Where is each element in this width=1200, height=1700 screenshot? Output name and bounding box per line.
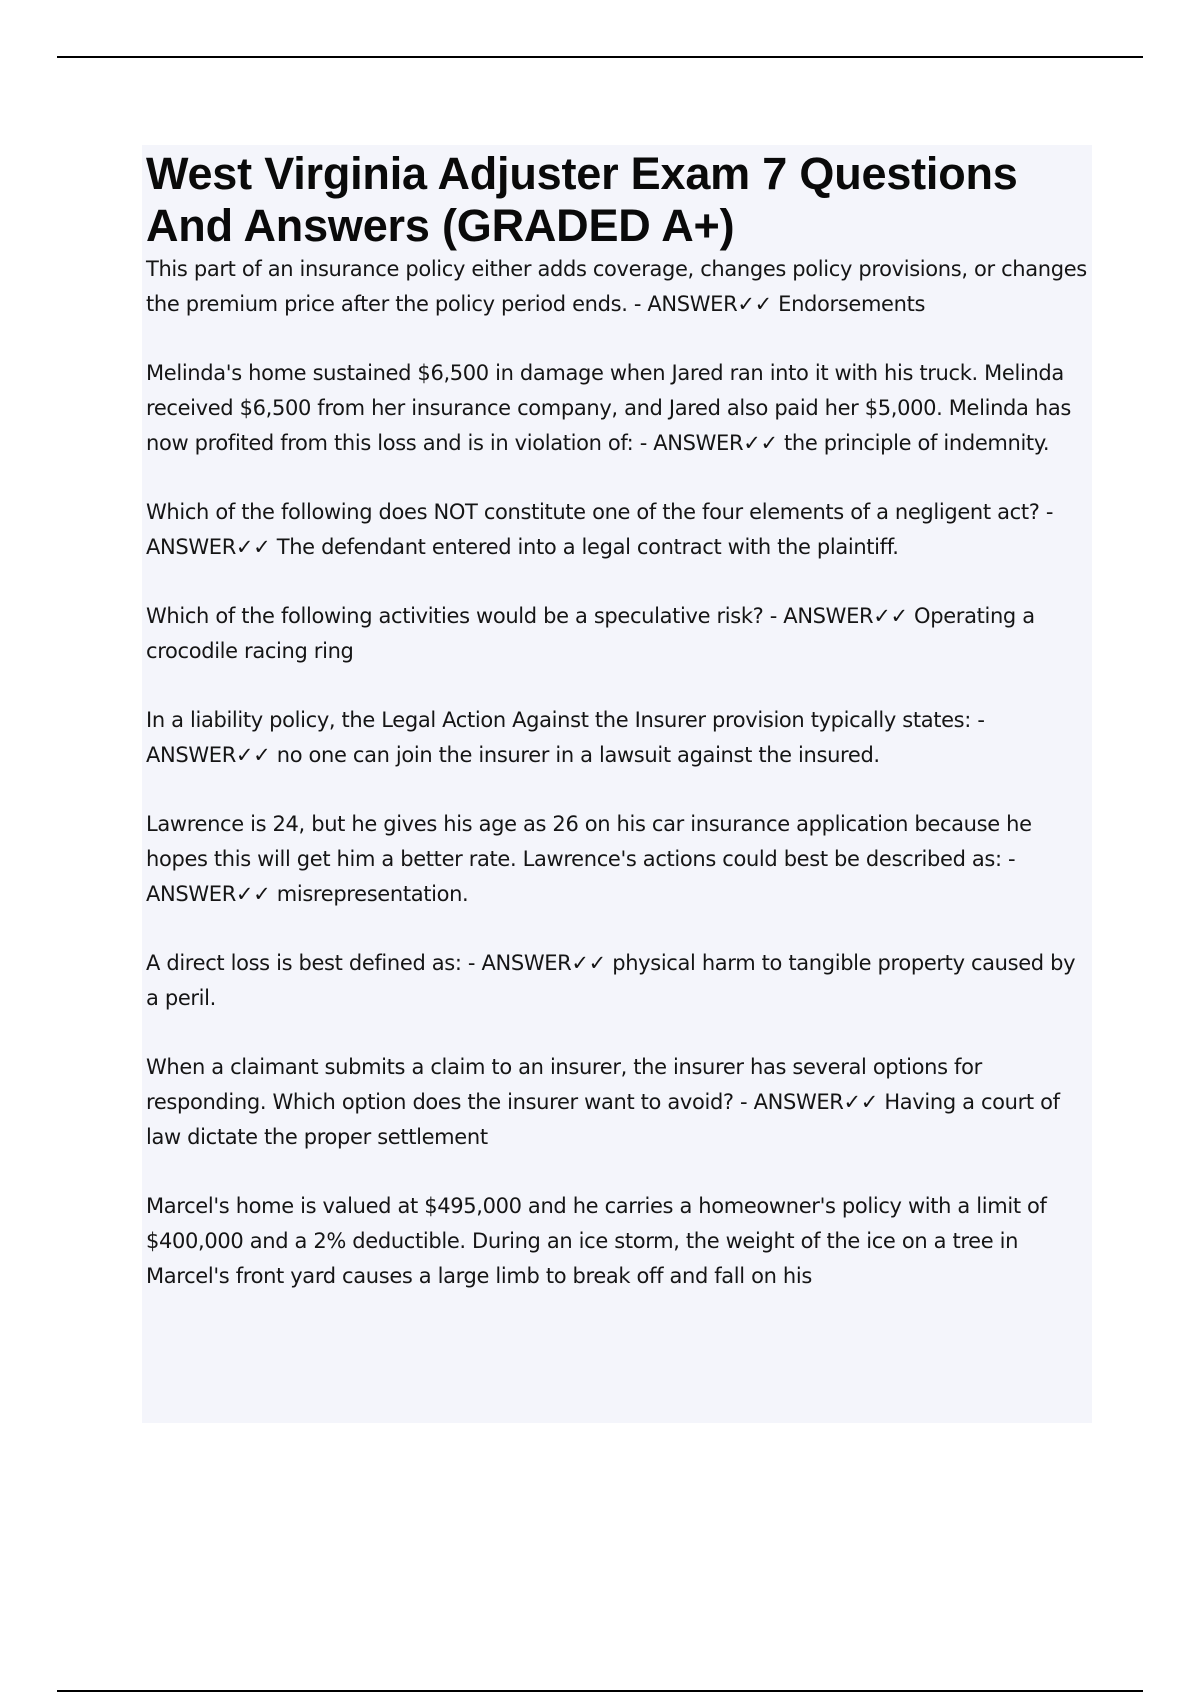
qa-item-misrepresentation: Lawrence is 24, but he gives his age as 26 on his car insurance application because he hopes this will get him a better rate. Lawrence's actions could best be described as: - ANSWER✓✓ misrepresentation. (146, 812, 1032, 906)
qa-item-direct-loss: A direct loss is best defined as: - ANSWER✓✓ physical harm to tangible property caused by a peril. (146, 951, 1076, 1010)
qa-list (146, 252, 1088, 1294)
qa-item-speculative-risk: Which of the following activities would be a speculative risk? - ANSWER✓✓ Operating a crocodile racing ring (146, 604, 1035, 663)
qa-item-homeowner-policy: Marcel's home is valued at $495,000 and he carries a homeowner's policy with a limit of $400,000 and a 2% deductible. During an ice storm, the weight of the ice on a tree in Marcel's front yard causes a large limb to break off and fall on his (146, 1194, 1047, 1288)
document-content (142, 145, 1092, 1423)
header-rule (57, 56, 1143, 58)
qa-item-claim-options: When a claimant submits a claim to an insurer, the insurer has several options for responding. Which option does the insurer want to avoid? - ANSWER✓✓ Having a court of law dictate the proper settlement (146, 1055, 1060, 1149)
qa-item-endorsements: This part of an insurance policy either adds coverage, changes policy provisions, or changes the premium price after the policy period ends. - ANSWER✓✓ Endorsements (146, 257, 1087, 316)
qa-item-indemnity: Melinda's home sustained $6,500 in damage when Jared ran into it with his truck. Melinda received $6,500 from her insurance company, and Jared also paid her $5,000. Melinda has now profited from this loss and is in violation of: - ANSWER✓✓ the principle of indemnity. (146, 361, 1071, 455)
footer-rule (57, 1690, 1143, 1692)
qa-item-legal-action: In a liability policy, the Legal Action Against the Insurer provision typically states: - ANSWER✓✓ no one can join the insurer in a lawsuit against the insured. (146, 708, 985, 767)
qa-item-negligent-act: Which of the following does NOT constitute one of the four elements of a negligent act? - ANSWER✓✓ The defendant entered into a legal contract with the plaintiff. (146, 500, 1054, 559)
document-title: West Virginia Adjuster Exam 7 Questions And Answers (GRADED A+) (146, 148, 1018, 251)
